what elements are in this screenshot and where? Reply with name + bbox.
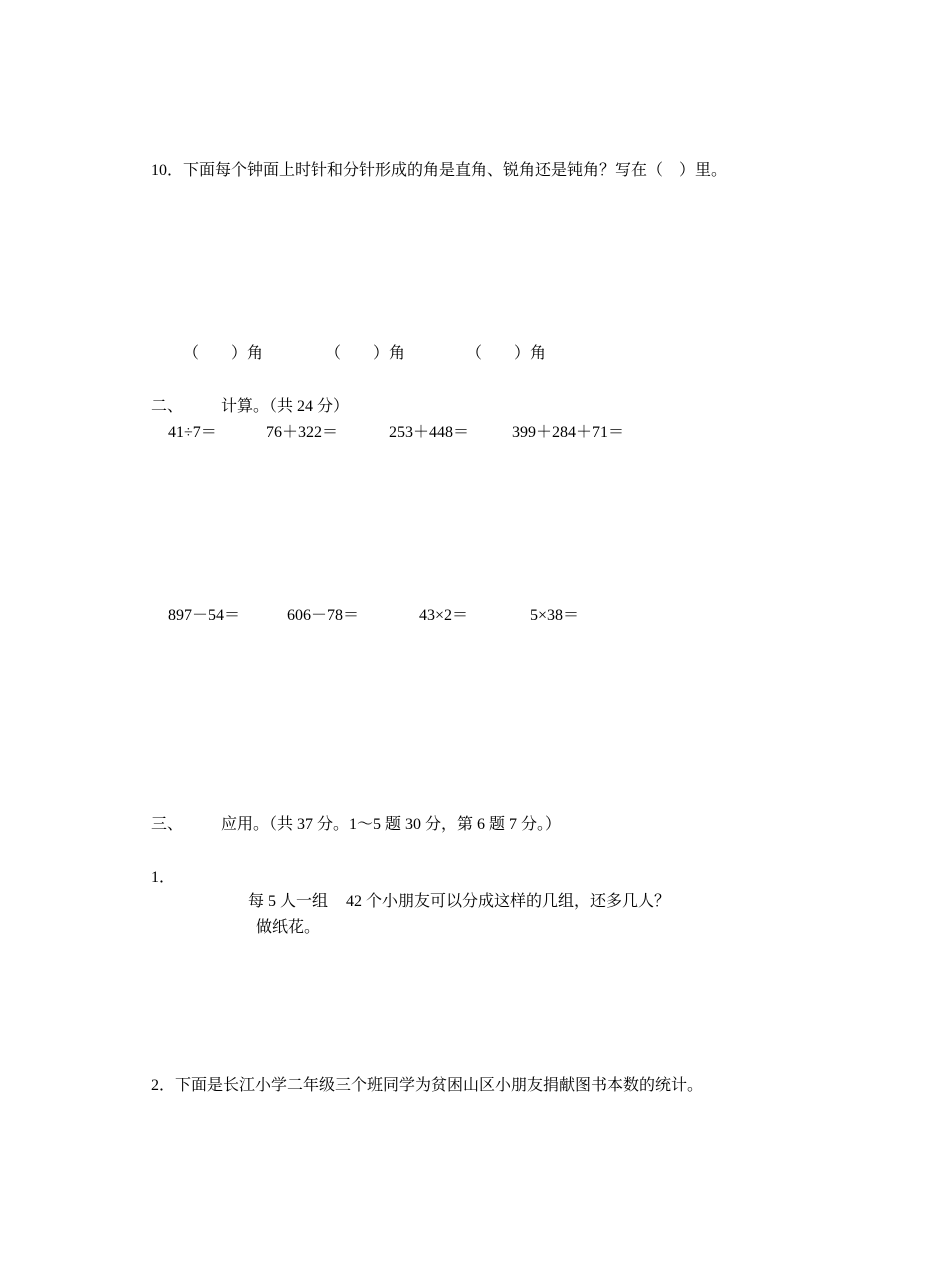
angle-answer-blank-2: （ ）角: [325, 345, 406, 362]
section-3-title: 应用。（共 37 分。1～5 题 30 分，第 6 题 7 分。）: [221, 816, 562, 833]
angle-answer-blank-1: （ ）角: [183, 345, 264, 362]
section-2-number: 二、: [151, 398, 184, 415]
calc-problem: 41÷7＝: [168, 424, 217, 441]
problem-2-prompt: 2．下面是长江小学二年级三个班同学为贫困山区小朋友捐献图书本数的统计。: [151, 1077, 704, 1094]
calc-problem: 897－54＝: [168, 607, 241, 624]
problem-1-question: 42 个小朋友可以分成这样的几组，还多几人？: [346, 893, 671, 910]
question-10-prompt: 10．下面每个钟面上时针和分针形成的角是直角、锐角还是钝角？写在（ ）里。: [151, 162, 728, 179]
calc-problem: 5×38＝: [530, 607, 580, 624]
calc-problem: 76＋322＝: [266, 424, 339, 441]
section-3-number: 三、: [151, 816, 184, 833]
problem-1-condition-continued: 做纸花。: [256, 919, 321, 936]
section-2-title: 计算。（共 24 分）: [221, 398, 350, 415]
calc-problem: 606－78＝: [287, 607, 360, 624]
calc-problem: 399＋284＋71＝: [512, 424, 625, 441]
angle-answer-blank-3: （ ）角: [466, 345, 547, 362]
calc-problem: 253＋448＝: [389, 424, 470, 441]
problem-1-number: 1．: [151, 869, 176, 886]
calc-problem: 43×2＝: [419, 607, 469, 624]
problem-1-condition: 每 5 人一组: [248, 893, 329, 910]
